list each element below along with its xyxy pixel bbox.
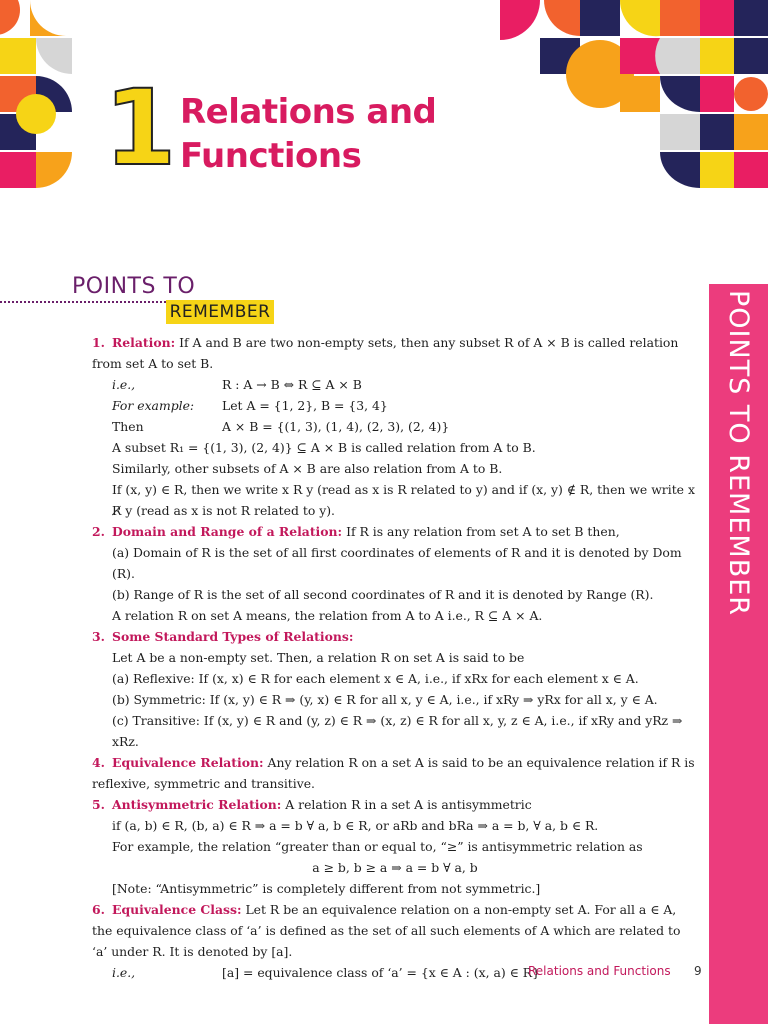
point-5 (92, 794, 698, 815)
row-label: i.e., (112, 965, 136, 980)
side-tab-label: POINTS TO REMEMBER (723, 290, 754, 617)
chapter-number: 1 (104, 67, 177, 189)
example-row (92, 395, 698, 416)
point-text: A relation R in a set A is antisymmetric (281, 797, 532, 812)
row-value: [a] = equivalence class of ‘a’ = {x ∈ A : (x, a) ∈ R} (222, 965, 540, 980)
point-heading: Domain and Range of a Relation: (112, 524, 343, 539)
page-number: 9 (694, 964, 702, 978)
point-2 (92, 521, 698, 542)
point-3 (92, 626, 698, 647)
row-label: For example: (112, 398, 195, 413)
subpoint: (a) Reflexive: If (x, x) ∈ R for each element x ∈ A, i.e., if xRx for each element x ∈ A. (112, 671, 639, 686)
point-number: 4. (92, 755, 105, 770)
footer-title: Relations and Functions (528, 964, 671, 978)
point-4 (92, 752, 698, 794)
point-heading: Equivalence Class: (112, 902, 242, 917)
point-number: 2. (92, 524, 105, 539)
chapter-title-line1: Relations and (180, 92, 437, 132)
point-number: 5. (92, 797, 105, 812)
point-line: A subset R₁ = {(1, 3), (2, 4)} ⊆ A × B is called relation from A to B. (112, 440, 536, 455)
remember-badge: REMEMBER (166, 300, 274, 324)
row-value: Let A = {1, 2}, B = {3, 4} (222, 398, 388, 413)
row-value: A × B = {(1, 3), (1, 4), (2, 3), (2, 4)} (222, 419, 450, 434)
row-value: R : A → B ⇔ R ⊆ A × B (222, 377, 362, 392)
subpoint: (a) Domain of R is the set of all first coordinates of elements of R and it is denoted by Dom (R). (112, 545, 682, 581)
point-line: A relation R on set A means, the relation from A to A i.e., R ⊆ A × A. (112, 608, 543, 623)
point-number: 3. (92, 629, 105, 644)
note-line: [Note: “Antisymmetric” is completely different from not symmetric.] (112, 881, 541, 896)
point-line: For example, the relation “greater than or equal to, “≥” is antisymmetric relation as (112, 839, 643, 854)
point-heading: Some Standard Types of Relations: (112, 629, 354, 644)
chapter-title-line2: Functions (180, 136, 362, 176)
ie-row (92, 374, 698, 395)
chapter-title (180, 90, 436, 178)
point-line: Similarly, other subsets of A × B are also relation from A to B. (112, 461, 503, 476)
point-line: If (x, y) ∈ R, then we write x R y (read as x is R related to y) and if (x, y) ∉ R, then we write x R̸ y (read as x is not R related to y). (112, 482, 695, 518)
point-6 (92, 899, 698, 962)
formula-line: a ≥ b, b ≥ a ⇒ a = b ∀ a, b (312, 860, 478, 875)
point-heading: Equivalence Relation: (112, 755, 264, 770)
point-line: if (a, b) ∈ R, (b, a) ∈ R ⇒ a = b ∀ a, b ∈ R, or aRb and bRa ⇒ a = b, ∀ a, b ∈ R. (112, 818, 599, 833)
row-label: Then (112, 419, 144, 434)
point-heading: Antisymmetric Relation: (112, 797, 282, 812)
decorative-pattern-left (0, 0, 110, 190)
point-text: Any relation R on a set A is said to be an equivalence relation if R is reflexive, symmetric and transitive. (92, 755, 695, 791)
points-heading: POINTS TO (72, 274, 196, 299)
subpoint: (c) Transitive: If (x, y) ∈ R and (y, z) ∈ R ⇒ (x, z) ∈ R for all x, y, z ∈ A, i.e., if xRy and yRz ⇒ xRz. (112, 713, 683, 749)
point-text: If A and B are two non-empty sets, then any subset R of A × B is called relation from set A to set B. (92, 335, 679, 371)
points-list (92, 332, 698, 983)
point-heading: Relation: (112, 335, 176, 350)
decorative-pattern-right (500, 0, 768, 190)
point-text: If R is any relation from set A to set B then, (342, 524, 620, 539)
point-number: 1. (92, 335, 105, 350)
subpoint: (b) Range of R is the set of all second coordinates of R and it is denoted by Range (R). (112, 587, 654, 602)
then-row (92, 416, 698, 437)
subpoint: (b) Symmetric: If (x, y) ∈ R ⇒ (y, x) ∈ R for all x, y ∈ A, i.e., if xRy ⇒ yRx for all x, y ∈ A. (112, 692, 658, 707)
point-number: 6. (92, 902, 105, 917)
point-line: Let A be a non-empty set. Then, a relation R on set A is said to be (112, 650, 525, 665)
point-text: Let R be an equivalence relation on a non-empty set A. For all a ∈ A, the equivalence class of ‘a’ is defined as the set of all such elements of A which are related to ‘a’ under R. It is denoted by [a]. (92, 902, 681, 959)
row-label: i.e., (112, 377, 136, 392)
point-1 (92, 332, 698, 374)
